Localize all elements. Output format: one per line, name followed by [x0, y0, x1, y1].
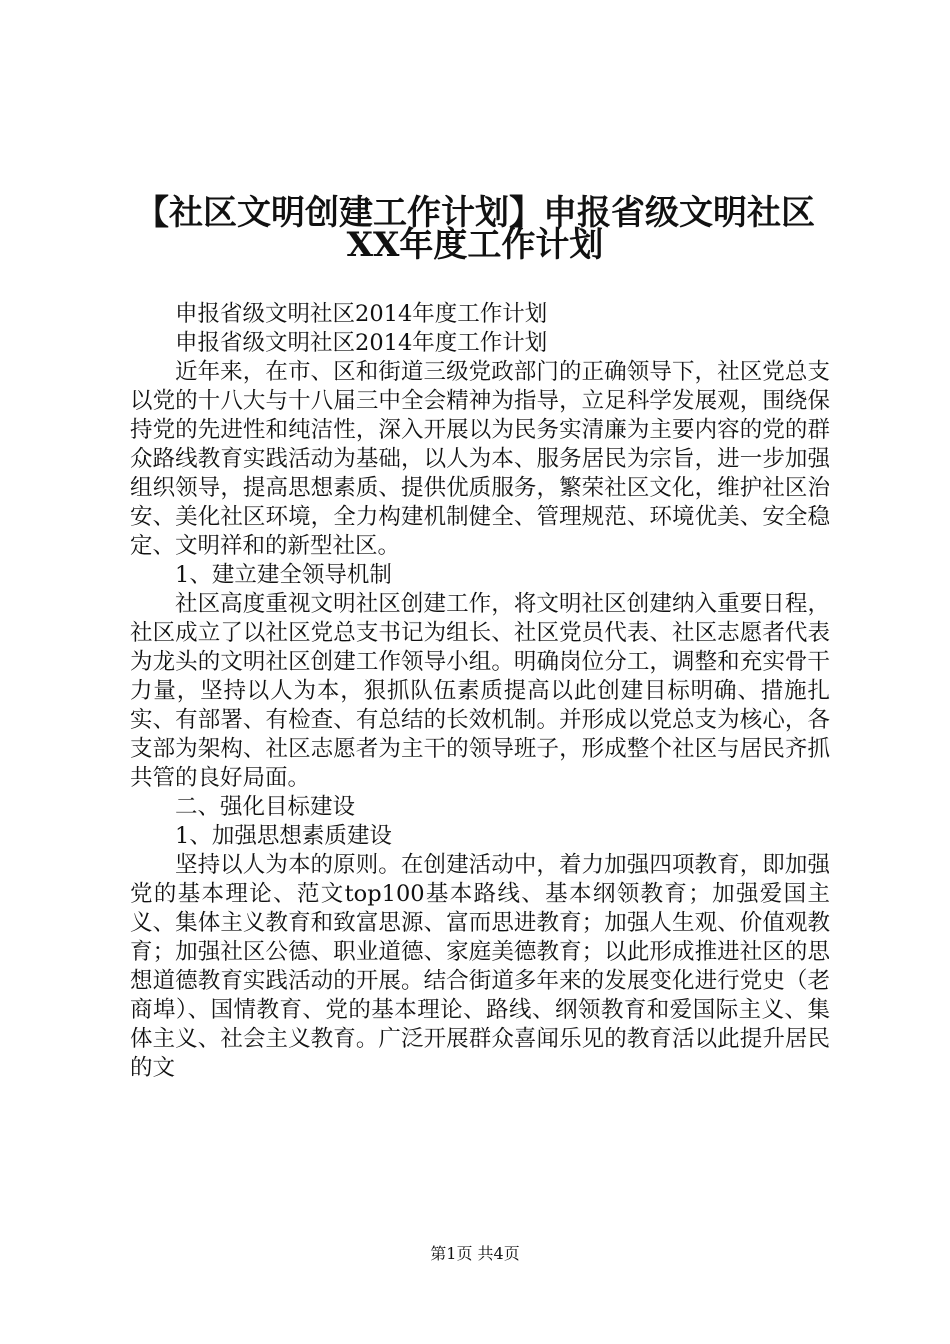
- document-body: [130, 300, 830, 1083]
- subsection-heading-1: 1、加强思想素质建设: [175, 823, 392, 849]
- page-number-footer: 第1页 共4页: [430, 1244, 520, 1263]
- paragraph-leadership: 社区高度重视文明社区创建工作，将文明社区创建纳入重要日程，社区成立了以社区党总支书记为组长、社区党员代表、社区志愿者代表为龙头的文明社区创建工作领导小组。明确岗位分工，调整和充实骨干力量，坚持以人为本，狠抓队伍素质提高以此创建目标明确、措施扎实、有部署、有检查、有总结的长效机制。并形成以党总支为核心，各支部为架构、社区志愿者为主干的领导班子，形成整个社区与居民齐抓共管的良好局面。: [130, 591, 830, 791]
- document-title-line-1: 【社区文明创建工作计划】申报省级文明社区: [135, 193, 815, 233]
- paragraph-intro: 近年来，在市、区和街道三级党政部门的正确领导下，社区党总支以党的十八大与十八届三中全会精神为指导，立足科学发展观，围绕保持党的先进性和纯洁性，深入开展以为民务实清廉为主要内容的党的群众路线教育实践活动为基础，以人为本、服务居民为宗旨，进一步加强组织领导，提高思想素质、提供优质服务，繁荣社区文化，维护社区治安、美化社区环境，全力构建机制健全、管理规范、环境优美、安全稳定、文明祥和的新型社区。: [130, 359, 830, 559]
- section-heading-1: 1、建立建全领导机制: [175, 562, 392, 588]
- paragraph-education: 坚持以人为本的原则。在创建活动中，着力加强四项教育，即加强党的基本理论、范文top100基本路线、基本纲领教育；加强爱国主义、集体主义教育和致富思源、富而思进教育；加强人生观、价值观教育；加强社区公德、职业道德、家庭美德教育；以此形成推进社区的思想道德教育实践活动的开展。结合街道多年来的发展变化进行党史（老商埠）、国情教育、党的基本理论、路线、纲领教育和爱国际主义、集体主义、社会主义教育。广泛开展群众喜闻乐见的教育活以此提升居民的文: [130, 852, 830, 1081]
- section-heading-2: 二、强化目标建设: [175, 794, 356, 820]
- paragraph-subtitle-2: 申报省级文明社区2014年度工作计划: [175, 330, 548, 356]
- paragraph-subtitle-1: 申报省级文明社区2014年度工作计划: [175, 301, 548, 327]
- document-title-line-2: XX年度工作计划: [346, 225, 604, 265]
